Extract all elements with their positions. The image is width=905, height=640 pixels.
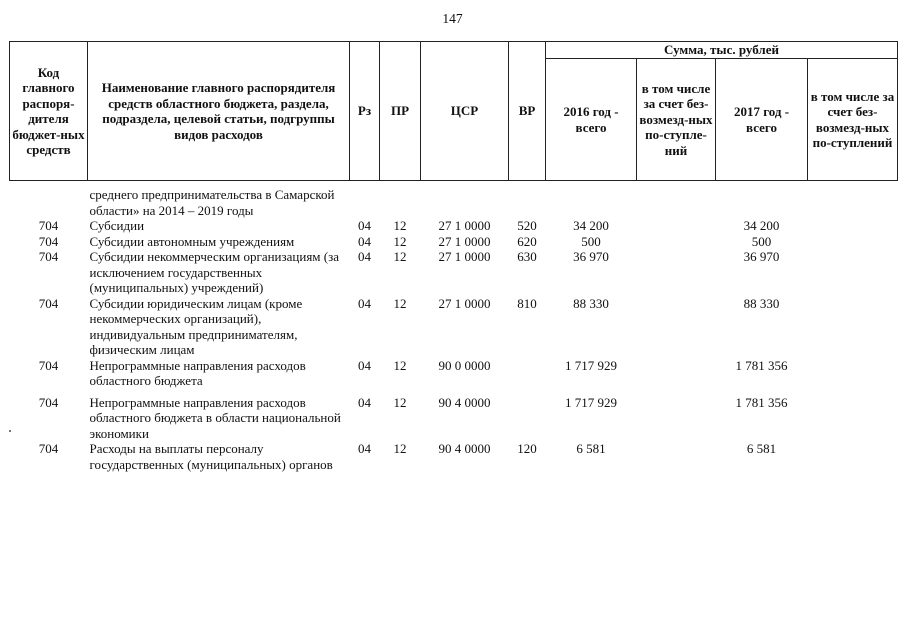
row-2017-grants (808, 218, 898, 234)
row-name: Субсидии автономным учреждениям (89, 233, 295, 249)
row-2016-grants (637, 234, 716, 250)
row-2017-grants (808, 249, 898, 296)
row-csr: 90 4 0000 (438, 441, 491, 456)
row-rz: 04 (358, 357, 371, 373)
row-rz: 04 (358, 249, 371, 264)
row-code: 704 (38, 441, 59, 456)
header-2017-grants: в том числе за счет без-возмезд-ных по-ступлений (808, 59, 898, 181)
table-row (10, 358, 898, 389)
row-2016-grants (637, 218, 716, 234)
row-2017-total: 500 (751, 233, 772, 249)
row-pr: 12 (393, 233, 407, 249)
row-2017-total: 1 781 356 (735, 357, 788, 373)
row-pr: 12 (393, 394, 407, 410)
row-vr: 520 (517, 218, 537, 233)
header-rz: Рз (350, 42, 380, 181)
row-name: Субсидии некоммерческим организациям (за исключением государственных (муниципальных) учреждений) (89, 249, 340, 295)
budget-table (9, 41, 898, 472)
table-row (10, 187, 898, 218)
header-code: Код главного распоря-дителя бюджет-ных средств (10, 42, 88, 181)
row-2016-total: 6 581 (576, 441, 606, 456)
row-2017-grants (808, 441, 898, 472)
header-sum: Сумма, тыс. рублей (546, 42, 898, 59)
table-header (10, 42, 898, 181)
row-2016-total: 88 330 (573, 295, 609, 311)
scan-mark (9, 430, 11, 432)
row-2017-total (716, 187, 808, 218)
row-2017-total: 36 970 (743, 249, 780, 264)
row-rz: 04 (358, 218, 371, 233)
row-2017-total: 6 581 (746, 441, 777, 456)
row-csr: 27 1 0000 (438, 218, 491, 233)
row-2017-grants (808, 234, 898, 250)
header-vr: ВР (509, 42, 546, 181)
row-2017-total: 1 781 356 (735, 394, 788, 410)
row-csr: 90 4 0000 (438, 394, 491, 410)
row-2016-grants (637, 187, 716, 218)
row-pr: 12 (393, 441, 407, 456)
row-pr (380, 187, 421, 218)
row-pr: 12 (393, 218, 407, 233)
row-rz: 04 (358, 295, 371, 311)
row-rz: 04 (358, 233, 371, 249)
row-csr: 27 1 0000 (438, 233, 491, 249)
row-2017-total: 34 200 (743, 218, 780, 233)
row-name: Расходы на выплаты персоналу государственных (муниципальных) органов (89, 441, 333, 472)
row-pr: 12 (393, 249, 407, 264)
row-2016-total (546, 187, 637, 218)
table-row (10, 296, 898, 358)
page-number: 147 (442, 11, 463, 26)
row-2016-grants (637, 358, 716, 389)
row-2016-total: 500 (581, 233, 601, 249)
header-2016-grants: в том числе за счет без-возмезд-ных по-ступле-ний (637, 59, 716, 181)
row-pr: 12 (393, 295, 407, 311)
row-vr (509, 187, 546, 218)
row-vr (509, 395, 546, 442)
row-2017-grants (808, 395, 898, 442)
row-code: 704 (38, 394, 59, 410)
row-2016-grants (637, 249, 716, 296)
row-2016-total: 1 717 929 (565, 394, 617, 410)
row-code (10, 187, 88, 218)
row-rz: 04 (358, 441, 371, 456)
header-name: Наименование главного распорядителя средств областного бюджета, раздела, подраздела, целевой статьи, подгруппы видов расходов (88, 42, 350, 181)
row-2017-grants (808, 187, 898, 218)
row-name: Непрограммные направления расходов областного бюджета в области национальной экономики (89, 394, 341, 441)
row-rz: 04 (358, 394, 371, 410)
row-code: 704 (38, 249, 59, 264)
row-2016-total: 34 200 (573, 218, 609, 233)
row-2016-total: 36 970 (573, 249, 609, 264)
row-name: Субсидии юридическим лицам (кроме некоммерческих организаций), индивидуальным предпринимателям, физическим лицам (89, 295, 303, 357)
header-2016-total: 2016 год - всего (546, 59, 637, 181)
row-2017-total: 88 330 (743, 295, 780, 311)
row-code: 704 (38, 233, 59, 249)
row-rz (350, 187, 380, 218)
row-2017-grants (808, 358, 898, 389)
row-2016-grants (637, 395, 716, 442)
header-csr: ЦСР (421, 42, 509, 181)
row-vr: 810 (517, 295, 537, 311)
table-row (10, 218, 898, 234)
header-pr: ПР (380, 42, 421, 181)
header-2017-total: 2017 год - всего (716, 59, 808, 181)
row-name: Непрограммные направления расходов областного бюджета (89, 357, 306, 388)
row-vr: 630 (517, 249, 537, 264)
row-2016-grants (637, 441, 716, 472)
row-csr: 90 0 0000 (438, 357, 491, 373)
row-2017-grants (808, 296, 898, 358)
row-csr (421, 187, 509, 218)
row-code: 704 (38, 357, 59, 373)
row-pr: 12 (393, 357, 407, 373)
row-csr: 27 1 0000 (438, 295, 491, 311)
row-csr: 27 1 0000 (438, 249, 491, 264)
row-vr (509, 358, 546, 389)
table-row (10, 395, 898, 442)
row-code: 704 (38, 295, 59, 311)
table-row (10, 441, 898, 472)
table-row (10, 249, 898, 296)
row-vr: 120 (517, 441, 537, 456)
table-row (10, 234, 898, 250)
row-2016-grants (637, 296, 716, 358)
row-name: среднего предпринимательства в Самарской области» на 2014 – 2019 годы (89, 187, 335, 218)
row-code: 704 (38, 218, 59, 233)
row-2016-total: 1 717 929 (565, 357, 617, 373)
row-vr: 620 (517, 233, 537, 249)
row-name: Субсидии (89, 218, 145, 233)
table-body (10, 181, 898, 473)
